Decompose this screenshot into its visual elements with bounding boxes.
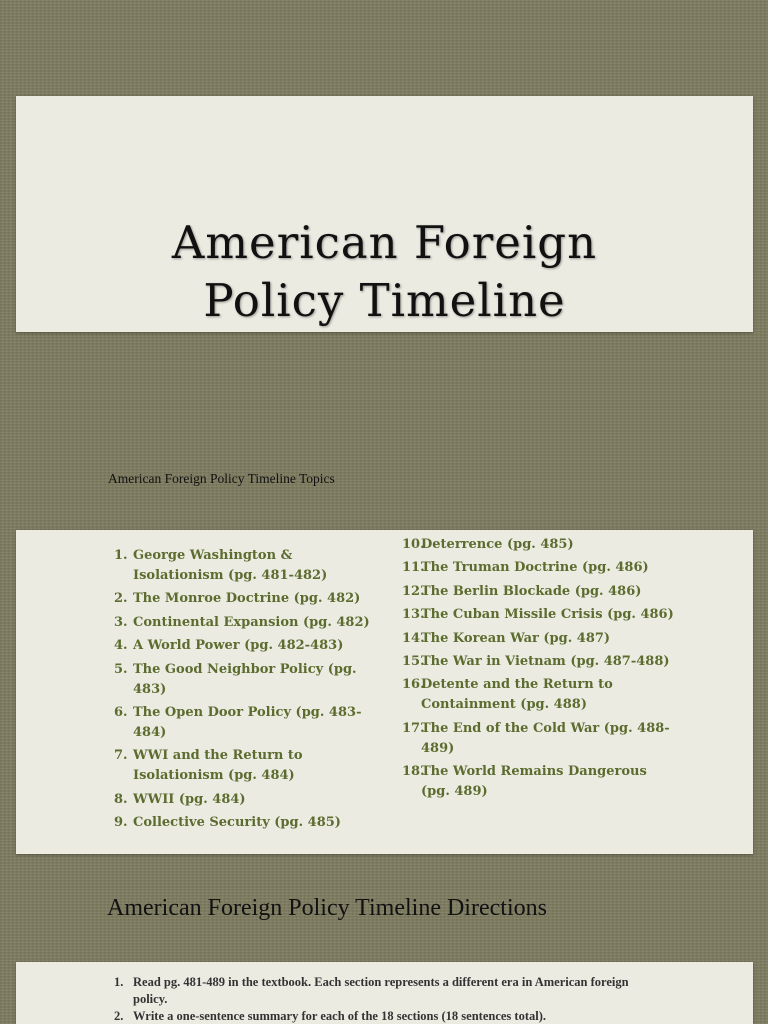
topics-card <box>16 530 753 854</box>
topic-item: 15. The War in Vietnam (pg. 487-488) <box>402 653 670 669</box>
topics-section-label: American Foreign Policy Timeline Topics <box>108 471 335 486</box>
topic-item: 8. WWII (pg. 484) <box>114 791 246 807</box>
topic-item: 6. The Open Door Policy (pg. 483-484) <box>114 704 362 740</box>
title-line-2: Policy Timeline <box>203 274 566 327</box>
topic-item: 16. Detente and the Return to Containment (pg. 488) <box>402 677 613 713</box>
topic-item: 5. The Good Neighbor Policy (pg. 483) <box>114 661 357 697</box>
topic-item: 11. The Truman Doctrine (pg. 486) <box>402 560 649 576</box>
topic-item: 10. Deterrence (pg. 485) <box>402 537 574 552</box>
topic-item: 2. The Monroe Doctrine (pg. 482) <box>114 591 361 607</box>
topics-left-column <box>114 546 376 837</box>
direction-item: 2. Write a one-sentence summary for each of the 18 sections (18 sentences total). <box>114 1009 546 1023</box>
topic-item: 3. Continental Expansion (pg. 482) <box>114 614 370 630</box>
topic-item: 7. WWI and the Return to Isolationism (pg. 484) <box>114 748 303 784</box>
topics-right-column <box>402 535 678 806</box>
topic-item: 1. George Washington & Isolationism (pg. 481-482) <box>114 548 328 583</box>
title-line-1: American Foreign <box>171 216 598 269</box>
directions-card <box>16 962 753 1024</box>
topic-item: 13. The Cuban Missile Crisis (pg. 486) <box>402 607 674 623</box>
topic-item: 17. The End of the Cold War (pg. 488-489) <box>402 720 670 756</box>
topic-item: 4. A World Power (pg. 482-483) <box>114 638 344 654</box>
direction-item: 1. Read pg. 481-489 in the textbook. Each section represents a different era in American foreign policy. <box>114 975 629 1006</box>
directions-heading: American Foreign Policy Timeline Directions <box>107 895 547 921</box>
page-title <box>16 214 753 330</box>
directions-list <box>114 974 654 1024</box>
topic-item: 12. The Berlin Blockade (pg. 486) <box>402 583 642 599</box>
topic-item: 18. The World Remains Dangerous (pg. 489) <box>402 764 647 800</box>
topic-item: 9. Collective Security (pg. 485) <box>114 815 341 831</box>
title-card <box>16 96 753 332</box>
topic-item: 14. The Korean War (pg. 487) <box>402 630 611 646</box>
